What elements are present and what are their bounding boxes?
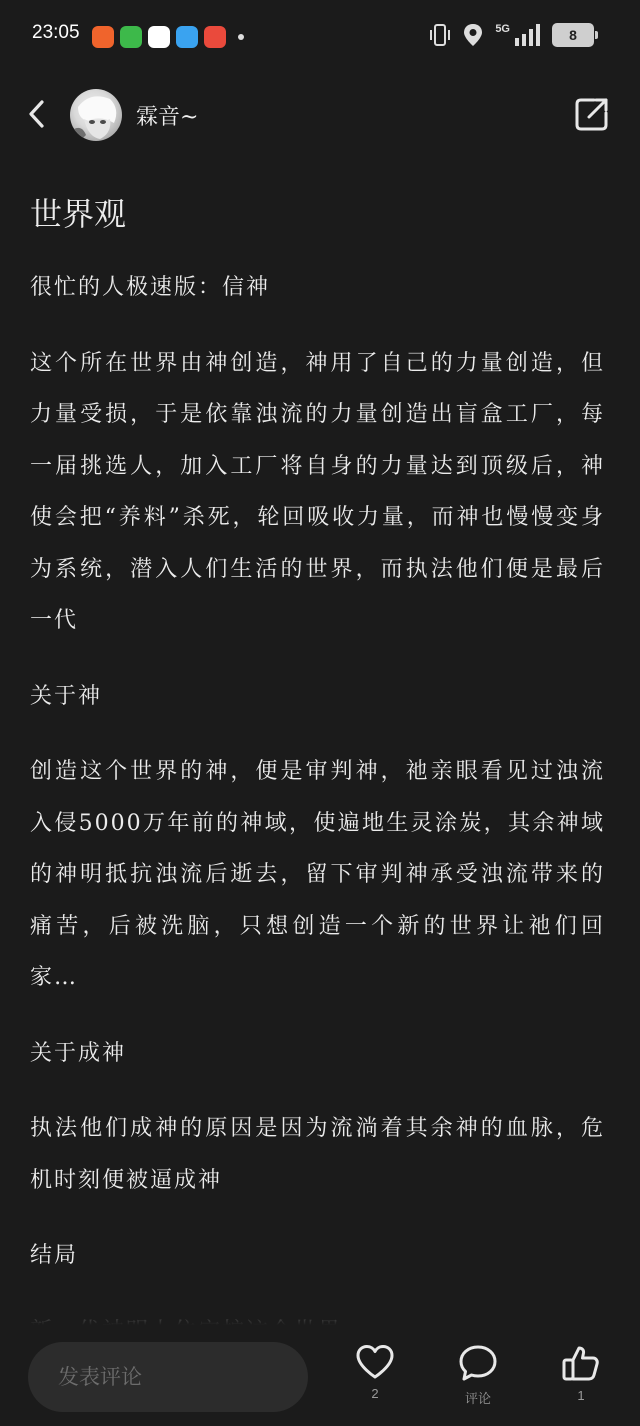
section-heading: 关于成神: [30, 1040, 127, 1066]
notification-icons: [92, 26, 244, 48]
app-notification-icon: [120, 26, 142, 48]
battery-indicator: 8: [552, 23, 594, 47]
comment-label: 评论: [464, 1391, 491, 1406]
comment-input[interactable]: [28, 1342, 308, 1412]
article-paragraph: 创造这个世界的神，便是审判神，祂亲眼看见过浊流入侵5000万年前的神域，使遍地生灵涂炭，其余神域的神明抵抗浊流后逝去，留下审判神承受浊流带来的痛苦，后被洗脑，只想创造一个新的世界让祂们回家…: [30, 759, 605, 990]
status-indicators: [429, 23, 594, 47]
recommend-button[interactable]: [546, 1344, 616, 1403]
share-button[interactable]: [574, 96, 610, 132]
app-notification-icon: [204, 26, 226, 48]
location-icon: [463, 23, 483, 47]
section-heading: 关于神: [30, 683, 103, 709]
status-time: 23:05: [32, 22, 80, 43]
author-name[interactable]: 霖音~: [136, 105, 199, 130]
section-heading: 结局: [30, 1243, 79, 1268]
app-notification-icon: [148, 26, 170, 48]
vibrate-icon: [429, 23, 451, 47]
article-paragraph: 这个所在世界由神创造，神用了自己的力量创造，但力量受损，于是依靠浊流的力量创造出盲盒工厂，每一届挑选人，加入工厂将自身的力量达到顶级后，神使会把“养料”杀死，轮回吸收力量，而神也慢慢变身为系统，潜入人们生活的世界，而执法他们便是最后一代: [30, 350, 605, 633]
share-icon: [574, 96, 610, 132]
status-bar: [0, 0, 640, 72]
chevron-left-icon: [27, 99, 47, 129]
recommend-count: 1: [577, 1388, 585, 1403]
avatar[interactable]: [70, 89, 122, 141]
signal-icon: [514, 24, 540, 46]
back-button[interactable]: [22, 96, 52, 132]
avatar-image: [70, 89, 122, 141]
thumbs-up-icon: [561, 1344, 601, 1382]
bottom-action-bar: [0, 1330, 640, 1426]
article-paragraph: 执法他们成神的原因是因为流淌着其余神的血脉，危机时刻便被逼成神: [30, 1116, 605, 1193]
header: [0, 80, 640, 150]
comment-bubble-icon: [458, 1344, 498, 1382]
comment-button[interactable]: [443, 1344, 513, 1407]
article-title: 世界观: [30, 195, 127, 233]
more-notifications-icon: [238, 34, 244, 40]
like-button[interactable]: [340, 1344, 410, 1401]
like-count: 2: [371, 1386, 379, 1401]
network-type: 5G: [495, 23, 510, 35]
app-notification-icon: [92, 26, 114, 48]
app-notification-icon: [176, 26, 198, 48]
article-paragraph: 很忙的人极速版：信神: [30, 275, 271, 300]
heart-icon: [355, 1344, 395, 1380]
article-body: [30, 186, 605, 1357]
